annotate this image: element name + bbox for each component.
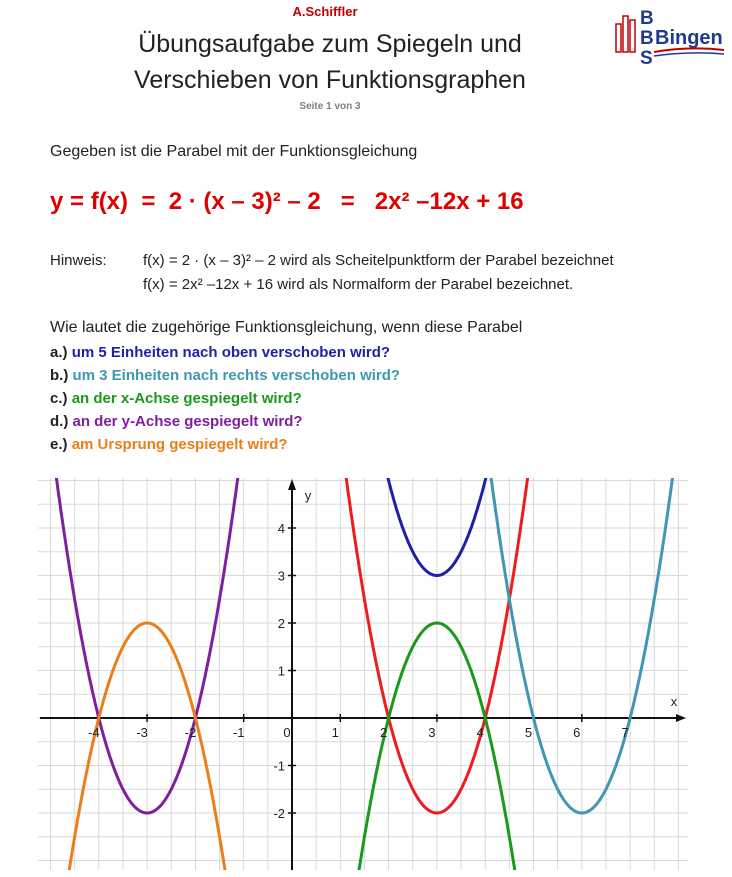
task-b <box>50 367 400 384</box>
task-text: um 3 Einheiten nach rechts verschoben wird? <box>72 367 401 384</box>
x-tick-label: 6 <box>573 725 581 740</box>
x-tick-label: 1 <box>331 725 339 740</box>
hint-line-1: f(x) = 2 · (x – 3)² – 2 wird als Scheitelpunktform der Parabel bezeichnet <box>143 252 614 269</box>
y-tick-label: 4 <box>277 521 285 536</box>
y-tick-label: 3 <box>277 568 285 584</box>
task-a <box>50 344 390 361</box>
y-tick-label: -1 <box>273 758 285 774</box>
page-title-line2: Verschieben von Funktionsgraphen <box>134 66 526 94</box>
logo-letter-b2: B <box>640 28 654 49</box>
task-label: a.) <box>50 344 68 361</box>
x-tick-label: 0 <box>283 725 291 740</box>
logo-word: Bingen <box>655 27 723 49</box>
task-text: am Ursprung gespiegelt wird? <box>71 436 288 453</box>
x-tick-label: 7 <box>621 725 629 740</box>
task-d <box>50 413 303 430</box>
logo-letter-s: S <box>640 48 653 68</box>
y-tick-label: -2 <box>273 806 285 821</box>
task-text: an der y-Achse gespiegelt wird? <box>72 413 303 430</box>
hint-line-2: f(x) = 2x² –12x + 16 wird als Normalform der Parabel bezeichnet. <box>143 276 574 293</box>
page-title-line1: Übungsaufgabe zum Spiegeln und <box>138 30 522 58</box>
task-text: an der x-Achse gespiegelt wird? <box>71 390 302 407</box>
intro-text: Gegeben ist die Parabel mit der Funktionsgleichung <box>50 143 418 160</box>
function-graph <box>0 470 732 877</box>
task-c <box>50 390 302 407</box>
task-label: e.) <box>50 436 68 453</box>
y-tick-label: 2 <box>277 616 285 631</box>
x-tick-label: 5 <box>524 725 533 740</box>
page-info: Seite 1 von 3 <box>299 101 361 112</box>
x-tick-label: -1 <box>232 725 245 740</box>
x-tick-label: -4 <box>88 725 100 740</box>
bbs-bingen-logo <box>614 6 726 68</box>
task-label: d.) <box>50 413 69 430</box>
x-tick-label: -3 <box>136 725 148 740</box>
task-label: b.) <box>50 367 69 384</box>
task-label: c.) <box>50 390 68 407</box>
y-axis-label: y <box>304 488 312 503</box>
x-axis-arrow <box>676 714 686 722</box>
x-tick-label: -2 <box>184 725 197 740</box>
task-text: um 5 Einheiten nach oben verschoben wird? <box>71 344 391 361</box>
logo-letter-b1: B <box>640 8 654 29</box>
hint-label: Hinweis: <box>50 252 107 269</box>
main-equation: y = f(x) = 2 · (x – 3)² – 2 = 2x² –12x + 16 <box>50 188 524 215</box>
x-tick-label: 2 <box>379 725 388 740</box>
x-axis-label: x <box>670 694 678 709</box>
x-tick-label: 3 <box>428 725 436 740</box>
question-text: Wie lautet die zugehörige Funktionsgleichung, wenn diese Parabel <box>50 319 523 336</box>
y-tick-label: 1 <box>277 663 285 679</box>
task-e <box>50 436 288 453</box>
author-name: A.Schiffler <box>292 4 358 19</box>
x-tick-label: 4 <box>476 725 484 740</box>
